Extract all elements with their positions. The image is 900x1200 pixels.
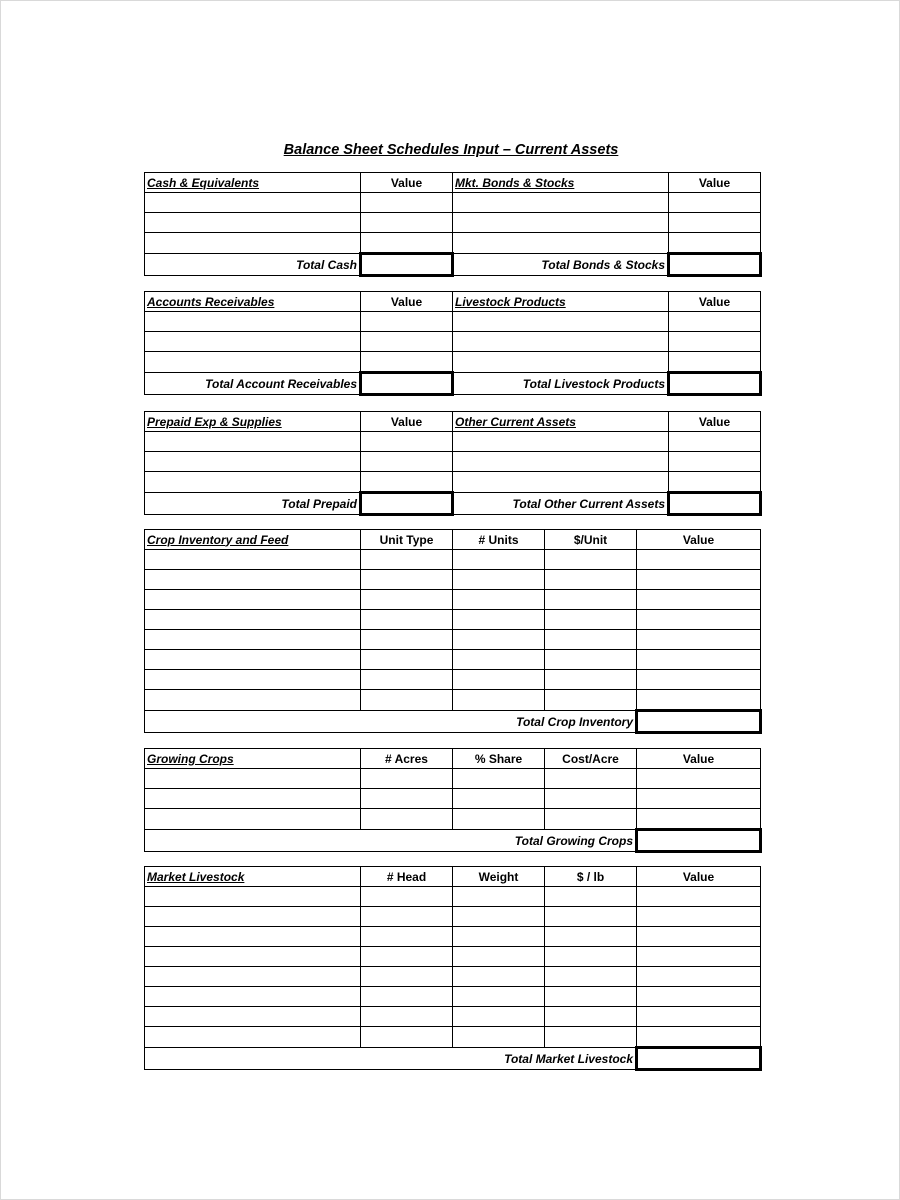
- weight-cell[interactable]: [453, 1027, 545, 1048]
- crop-desc-cell[interactable]: [145, 630, 361, 650]
- weight-header: Weight: [453, 867, 545, 887]
- livestock-value-cell[interactable]: [637, 1027, 761, 1048]
- table-row: [145, 809, 761, 830]
- per-unit-cell[interactable]: [545, 570, 637, 590]
- bonds-desc-cell[interactable]: [453, 233, 669, 254]
- crop-desc-cell[interactable]: [145, 590, 361, 610]
- price-per-lb-cell[interactable]: [545, 907, 637, 927]
- price-per-lb-cell[interactable]: [545, 1007, 637, 1027]
- receivables-value-cell[interactable]: [361, 332, 453, 352]
- total-growing-crops-label: Total Growing Crops: [145, 830, 637, 852]
- crop-value-cell[interactable]: [637, 650, 761, 670]
- table-row: [145, 550, 761, 570]
- units-cell[interactable]: [453, 630, 545, 650]
- table-row: [145, 967, 761, 987]
- page-title: Balance Sheet Schedules Input – Current Assets: [283, 142, 619, 158]
- other-assets-desc-cell[interactable]: [453, 472, 669, 493]
- livestock-products-desc-cell[interactable]: [453, 352, 669, 373]
- unit-type-cell[interactable]: [361, 630, 453, 650]
- table-row: [145, 927, 761, 947]
- acres-cell[interactable]: [361, 789, 453, 809]
- other-assets-value-header: Value: [669, 412, 761, 432]
- units-cell[interactable]: [453, 610, 545, 630]
- per-unit-cell[interactable]: [545, 650, 637, 670]
- crop-desc-cell[interactable]: [145, 570, 361, 590]
- total-livestock-products-box[interactable]: [669, 373, 761, 395]
- bonds-value-cell[interactable]: [669, 233, 761, 254]
- total-prepaid-box[interactable]: [361, 493, 453, 515]
- accounts-receivables-heading: Accounts Receivables: [145, 292, 361, 312]
- livestock-desc-cell[interactable]: [145, 907, 361, 927]
- table-row: [145, 907, 761, 927]
- table-row: [145, 769, 761, 789]
- bonds-value-cell[interactable]: [669, 213, 761, 233]
- livestock-value-cell[interactable]: [637, 987, 761, 1007]
- weight-cell[interactable]: [453, 907, 545, 927]
- weight-cell[interactable]: [453, 1007, 545, 1027]
- cash-desc-cell[interactable]: [145, 213, 361, 233]
- livestock-value-cell[interactable]: [637, 1007, 761, 1027]
- table-row: [145, 887, 761, 907]
- cost-acre-cell[interactable]: [545, 809, 637, 830]
- crop-desc-cell[interactable]: [145, 650, 361, 670]
- total-receivables-label: Total Account Receivables: [145, 373, 361, 395]
- livestock-products-desc-cell[interactable]: [453, 312, 669, 332]
- share-header: % Share: [453, 749, 545, 769]
- total-cash-label: Total Cash: [145, 254, 361, 276]
- growing-value-cell[interactable]: [637, 809, 761, 830]
- prepaid-desc-cell[interactable]: [145, 472, 361, 493]
- per-unit-cell[interactable]: [545, 690, 637, 711]
- head-cell[interactable]: [361, 887, 453, 907]
- price-per-lb-cell[interactable]: [545, 947, 637, 967]
- crop-value-cell[interactable]: [637, 690, 761, 711]
- livestock-value-cell[interactable]: [637, 947, 761, 967]
- cash-equivalents-heading: Cash & Equivalents: [145, 173, 361, 193]
- livestock-desc-cell[interactable]: [145, 1007, 361, 1027]
- crop-inventory-heading: Crop Inventory and Feed: [145, 530, 361, 550]
- other-assets-desc-cell[interactable]: [453, 452, 669, 472]
- price-per-lb-cell[interactable]: [545, 1027, 637, 1048]
- head-cell[interactable]: [361, 1027, 453, 1048]
- table-row: [145, 570, 761, 590]
- market-livestock-schedule: [144, 866, 762, 1071]
- receivables-desc-cell[interactable]: [145, 312, 361, 332]
- total-crop-inventory-label: Total Crop Inventory: [145, 711, 637, 733]
- prepaid-value-header: Value: [361, 412, 453, 432]
- table-row: [145, 1007, 761, 1027]
- total-prepaid-label: Total Prepaid: [145, 493, 361, 515]
- total-cash-box[interactable]: [361, 254, 453, 276]
- crop-value-cell[interactable]: [637, 550, 761, 570]
- livestock-products-value-cell[interactable]: [669, 352, 761, 373]
- livestock-desc-cell[interactable]: [145, 887, 361, 907]
- crop-inventory-schedule: [144, 529, 762, 734]
- units-header: # Units: [453, 530, 545, 550]
- other-assets-value-cell[interactable]: [669, 452, 761, 472]
- acres-header: # Acres: [361, 749, 453, 769]
- livestock-desc-cell[interactable]: [145, 967, 361, 987]
- receivables-value-cell[interactable]: [361, 312, 453, 332]
- crop-value-header: Value: [637, 530, 761, 550]
- total-market-livestock-box[interactable]: [637, 1048, 761, 1070]
- unit-type-header: Unit Type: [361, 530, 453, 550]
- livestock-value-cell[interactable]: [637, 967, 761, 987]
- unit-type-cell[interactable]: [361, 670, 453, 690]
- acres-cell[interactable]: [361, 809, 453, 830]
- per-unit-cell[interactable]: [545, 550, 637, 570]
- livestock-products-value-cell[interactable]: [669, 332, 761, 352]
- livestock-value-cell[interactable]: [637, 907, 761, 927]
- cost-acre-cell[interactable]: [545, 789, 637, 809]
- per-unit-cell[interactable]: [545, 630, 637, 650]
- per-unit-header: $/Unit: [545, 530, 637, 550]
- table-row: [145, 690, 761, 711]
- prepaid-value-cell[interactable]: [361, 432, 453, 452]
- other-assets-desc-cell[interactable]: [453, 432, 669, 452]
- unit-type-cell[interactable]: [361, 650, 453, 670]
- growing-crops-schedule: [144, 748, 762, 853]
- growing-desc-cell[interactable]: [145, 809, 361, 830]
- cash-value-cell[interactable]: [361, 213, 453, 233]
- receivables-desc-cell[interactable]: [145, 332, 361, 352]
- table-row: [145, 630, 761, 650]
- bonds-desc-cell[interactable]: [453, 193, 669, 213]
- head-cell[interactable]: [361, 907, 453, 927]
- bonds-value-header: Value: [669, 173, 761, 193]
- prepaid-value-cell[interactable]: [361, 472, 453, 493]
- cash-value-cell[interactable]: [361, 193, 453, 213]
- weight-cell[interactable]: [453, 927, 545, 947]
- units-cell[interactable]: [453, 570, 545, 590]
- units-cell[interactable]: [453, 590, 545, 610]
- unit-type-cell[interactable]: [361, 610, 453, 630]
- livestock-products-value-cell[interactable]: [669, 312, 761, 332]
- crop-desc-cell[interactable]: [145, 610, 361, 630]
- price-per-lb-cell[interactable]: [545, 987, 637, 1007]
- crop-value-cell[interactable]: [637, 610, 761, 630]
- other-assets-value-cell[interactable]: [669, 472, 761, 493]
- head-header: # Head: [361, 867, 453, 887]
- bonds-stocks-heading: Mkt. Bonds & Stocks: [453, 173, 669, 193]
- acres-cell[interactable]: [361, 769, 453, 789]
- weight-cell[interactable]: [453, 967, 545, 987]
- growing-value-header: Value: [637, 749, 761, 769]
- share-cell[interactable]: [453, 789, 545, 809]
- weight-cell[interactable]: [453, 987, 545, 1007]
- receivables-value-header: Value: [361, 292, 453, 312]
- total-receivables-box[interactable]: [361, 373, 453, 395]
- units-cell[interactable]: [453, 670, 545, 690]
- cash-value-cell[interactable]: [361, 233, 453, 254]
- total-bonds-stocks-box[interactable]: [669, 254, 761, 276]
- price-per-lb-cell[interactable]: [545, 927, 637, 947]
- crop-value-cell[interactable]: [637, 630, 761, 650]
- market-livestock-heading: Market Livestock: [145, 867, 361, 887]
- table-row: [145, 987, 761, 1007]
- table-row: [145, 1027, 761, 1048]
- receivables-desc-cell[interactable]: [145, 352, 361, 373]
- receivables-livestock-products-schedule: [144, 291, 762, 396]
- bonds-value-cell[interactable]: [669, 193, 761, 213]
- head-cell[interactable]: [361, 927, 453, 947]
- price-per-lb-cell[interactable]: [545, 887, 637, 907]
- livestock-value-cell[interactable]: [637, 927, 761, 947]
- per-unit-cell[interactable]: [545, 590, 637, 610]
- growing-crops-heading: Growing Crops: [145, 749, 361, 769]
- cash-desc-cell[interactable]: [145, 233, 361, 254]
- price-per-lb-header: $ / lb: [545, 867, 637, 887]
- crop-value-cell[interactable]: [637, 590, 761, 610]
- livestock-desc-cell[interactable]: [145, 987, 361, 1007]
- livestock-desc-cell[interactable]: [145, 1027, 361, 1048]
- total-growing-crops-box[interactable]: [637, 830, 761, 852]
- unit-type-cell[interactable]: [361, 590, 453, 610]
- bonds-desc-cell[interactable]: [453, 213, 669, 233]
- crop-value-cell[interactable]: [637, 570, 761, 590]
- price-per-lb-cell[interactable]: [545, 967, 637, 987]
- cost-acre-cell[interactable]: [545, 769, 637, 789]
- crop-desc-cell[interactable]: [145, 690, 361, 711]
- units-cell[interactable]: [453, 550, 545, 570]
- growing-desc-cell[interactable]: [145, 789, 361, 809]
- total-bonds-stocks-label: Total Bonds & Stocks: [453, 254, 669, 276]
- weight-cell[interactable]: [453, 947, 545, 967]
- unit-type-cell[interactable]: [361, 570, 453, 590]
- growing-value-cell[interactable]: [637, 789, 761, 809]
- livestock-value-header: Value: [637, 867, 761, 887]
- table-row: [145, 789, 761, 809]
- units-cell[interactable]: [453, 690, 545, 711]
- table-row: [145, 650, 761, 670]
- prepaid-desc-cell[interactable]: [145, 452, 361, 472]
- table-row: [145, 670, 761, 690]
- livestock-products-desc-cell[interactable]: [453, 332, 669, 352]
- prepaid-desc-cell[interactable]: [145, 432, 361, 452]
- livestock-products-value-header: Value: [669, 292, 761, 312]
- head-cell[interactable]: [361, 1007, 453, 1027]
- livestock-value-cell[interactable]: [637, 887, 761, 907]
- prepaid-other-assets-schedule: [144, 411, 762, 516]
- prepaid-heading: Prepaid Exp & Supplies: [145, 412, 361, 432]
- cash-bonds-schedule: [144, 172, 762, 277]
- other-current-assets-heading: Other Current Assets: [453, 412, 669, 432]
- other-assets-value-cell[interactable]: [669, 432, 761, 452]
- head-cell[interactable]: [361, 987, 453, 1007]
- weight-cell[interactable]: [453, 887, 545, 907]
- table-row: [145, 590, 761, 610]
- total-other-assets-box[interactable]: [669, 493, 761, 515]
- receivables-value-cell[interactable]: [361, 352, 453, 373]
- cash-value-header: Value: [361, 173, 453, 193]
- unit-type-cell[interactable]: [361, 550, 453, 570]
- total-market-livestock-label: Total Market Livestock: [145, 1048, 637, 1070]
- table-row: [145, 947, 761, 967]
- total-other-assets-label: Total Other Current Assets: [453, 493, 669, 515]
- cost-acre-header: Cost/Acre: [545, 749, 637, 769]
- crop-desc-cell[interactable]: [145, 550, 361, 570]
- per-unit-cell[interactable]: [545, 610, 637, 630]
- total-livestock-products-label: Total Livestock Products: [453, 373, 669, 395]
- total-crop-inventory-box[interactable]: [637, 711, 761, 733]
- cash-desc-cell[interactable]: [145, 193, 361, 213]
- head-cell[interactable]: [361, 947, 453, 967]
- crop-value-cell[interactable]: [637, 670, 761, 690]
- livestock-products-heading: Livestock Products: [453, 292, 669, 312]
- livestock-desc-cell[interactable]: [145, 947, 361, 967]
- share-cell[interactable]: [453, 809, 545, 830]
- per-unit-cell[interactable]: [545, 670, 637, 690]
- units-cell[interactable]: [453, 650, 545, 670]
- table-row: [145, 610, 761, 630]
- unit-type-cell[interactable]: [361, 690, 453, 711]
- growing-value-cell[interactable]: [637, 769, 761, 789]
- share-cell[interactable]: [453, 769, 545, 789]
- head-cell[interactable]: [361, 967, 453, 987]
- growing-desc-cell[interactable]: [145, 769, 361, 789]
- prepaid-value-cell[interactable]: [361, 452, 453, 472]
- livestock-desc-cell[interactable]: [145, 927, 361, 947]
- crop-desc-cell[interactable]: [145, 670, 361, 690]
